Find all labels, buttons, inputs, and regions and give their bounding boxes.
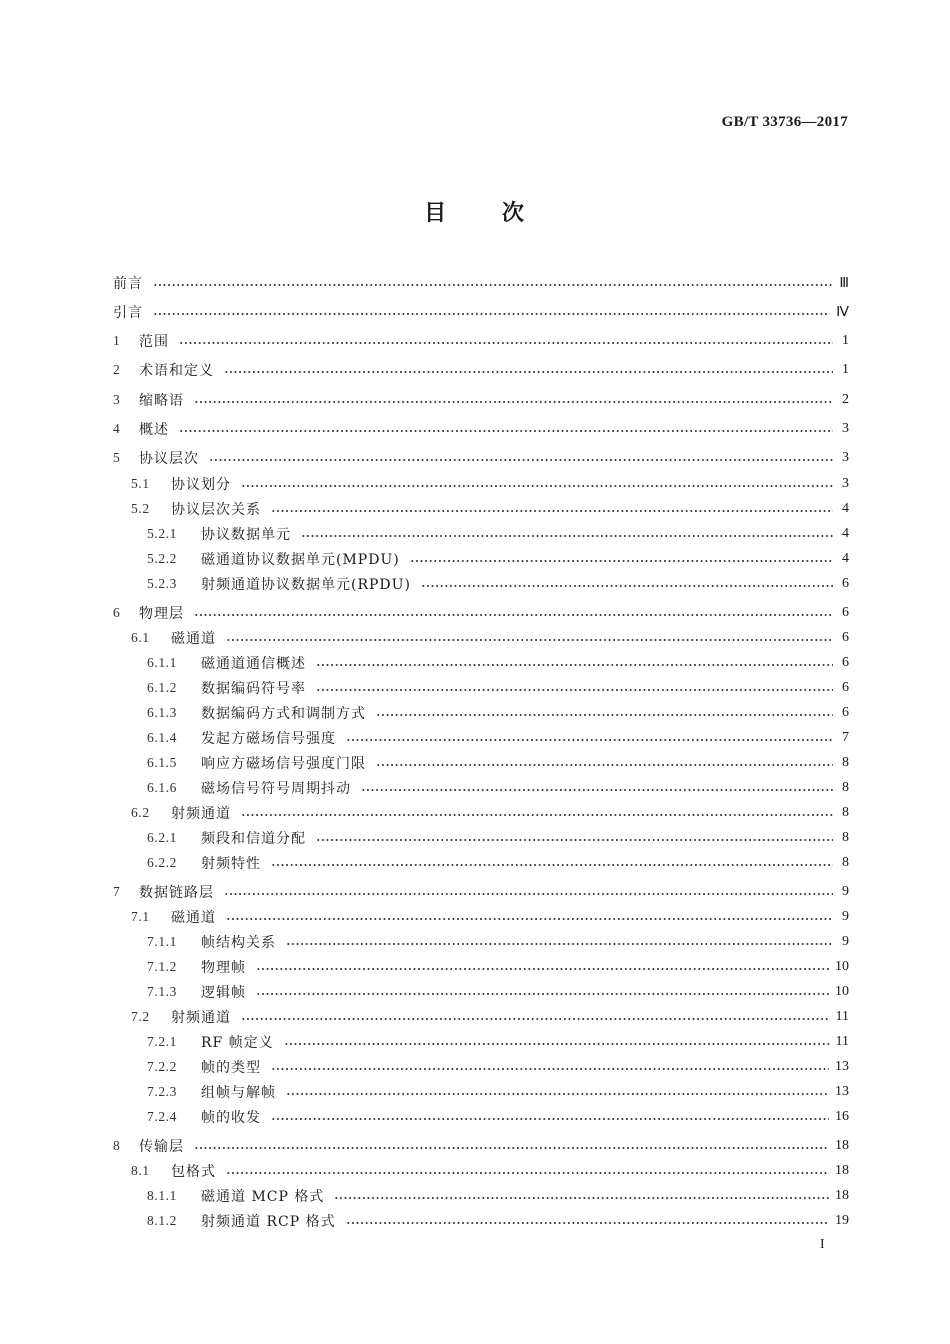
toc-entry-label: 协议数据单元 <box>201 527 291 543</box>
toc-entry-label: 缩略语 <box>139 393 184 409</box>
toc-entry-number: 8 <box>113 1138 121 1153</box>
toc-entry-number: 1 <box>113 333 121 348</box>
dot-leader <box>286 932 833 952</box>
toc-entry-label: 射频通道 <box>171 1010 231 1026</box>
toc-entry-number: 7.2.3 <box>147 1084 177 1099</box>
toc-entry-number: 6.1.6 <box>147 780 177 795</box>
toc-entry[interactable] <box>113 360 849 380</box>
toc-entry-label: 传输层 <box>139 1139 184 1155</box>
toc-entry[interactable] <box>147 703 849 723</box>
toc-entry[interactable] <box>147 678 849 698</box>
toc-entry-page: 10 <box>835 959 849 974</box>
toc-entry[interactable] <box>131 474 849 494</box>
dot-leader <box>284 1032 830 1052</box>
toc-entry-number: 7.1.3 <box>147 984 177 999</box>
dot-leader <box>194 1136 829 1156</box>
toc-entry[interactable] <box>147 1186 849 1206</box>
toc-entry-page: 8 <box>842 855 849 870</box>
toc-entry[interactable] <box>131 499 849 519</box>
toc-entry-page: Ⅳ <box>836 304 849 320</box>
toc-entry-number: 7.1 <box>131 909 150 924</box>
toc-entry-number: 6.1.4 <box>147 730 177 745</box>
toc-entry-label: 范围 <box>139 334 169 350</box>
toc-entry-number: 4 <box>113 421 121 436</box>
standard-code: GB/T 33736—2017 <box>721 114 848 130</box>
toc-entry-page: 10 <box>835 984 849 999</box>
dot-leader <box>316 653 833 673</box>
dot-leader <box>226 1161 829 1181</box>
toc-entry-number: 6.2.1 <box>147 830 177 845</box>
toc-entry-number: 7.2 <box>131 1009 150 1024</box>
toc-entry-page: 4 <box>842 501 849 516</box>
dot-leader <box>194 603 833 623</box>
toc-entry-page: 13 <box>835 1059 849 1074</box>
toc-entry-page: 13 <box>835 1084 849 1099</box>
toc-entry-page: 6 <box>842 576 849 591</box>
dot-leader <box>241 474 833 494</box>
toc-entry[interactable] <box>147 853 849 873</box>
toc-entry[interactable] <box>147 524 849 544</box>
toc-entry-label: 射频特性 <box>201 856 261 872</box>
toc-entry[interactable] <box>113 302 849 322</box>
toc-entry-page: 19 <box>835 1213 849 1228</box>
dot-leader <box>334 1186 829 1206</box>
toc-entry[interactable] <box>147 1211 849 1231</box>
toc-entry-number: 6.1.2 <box>147 680 177 695</box>
toc-entry[interactable] <box>147 957 849 977</box>
toc-entry-page: 16 <box>835 1109 849 1124</box>
toc-entry-page: 4 <box>842 526 849 541</box>
dot-leader <box>153 302 830 322</box>
dot-leader <box>361 778 833 798</box>
toc-entry-label: 磁通道通信概述 <box>201 656 306 672</box>
toc-entry-label: 磁通道协议数据单元(MPDU) <box>201 552 400 568</box>
dot-leader <box>346 728 833 748</box>
dot-leader <box>241 803 833 823</box>
toc-entry-number: 5.1 <box>131 476 150 491</box>
toc-entry[interactable] <box>147 1057 849 1077</box>
dot-leader <box>179 331 833 351</box>
dot-leader <box>271 1057 829 1077</box>
toc-entry-number: 5.2 <box>131 501 150 516</box>
toc-entry[interactable] <box>147 753 849 773</box>
toc-entry-page: 6 <box>842 655 849 670</box>
page-number: I <box>820 1237 825 1252</box>
toc-entry-label: 引言 <box>113 305 143 321</box>
toc-entry-label: 数据编码方式和调制方式 <box>201 706 366 722</box>
toc-entry-label: 磁通道 MCP 格式 <box>201 1189 325 1205</box>
toc-entry-page: 8 <box>842 805 849 820</box>
dot-leader <box>271 853 833 873</box>
toc-entry-label: 协议层次关系 <box>171 502 261 518</box>
toc-entry-page: 18 <box>835 1138 849 1153</box>
toc-entry-label: 协议划分 <box>171 477 231 493</box>
toc-entry[interactable] <box>131 1007 849 1027</box>
dot-leader <box>226 907 833 927</box>
toc-entry[interactable] <box>147 653 849 673</box>
toc-entry-page: 9 <box>842 884 849 899</box>
toc-entry[interactable] <box>113 603 849 623</box>
toc-entry-page: 11 <box>835 1034 849 1049</box>
toc-entry-label: 射频通道协议数据单元(RPDU) <box>201 577 411 593</box>
toc-entry-label: 概述 <box>139 422 169 438</box>
dot-leader <box>256 982 829 1002</box>
toc-entry[interactable] <box>147 1082 849 1102</box>
toc-entry[interactable] <box>147 1107 849 1127</box>
toc-entry[interactable] <box>113 273 849 293</box>
dot-leader <box>194 390 833 410</box>
toc-entry[interactable] <box>131 907 849 927</box>
toc-entry[interactable] <box>131 803 849 823</box>
toc-entry-page: 1 <box>842 333 849 348</box>
toc-title: 目 次 <box>424 201 526 226</box>
toc-entry-number: 8.1 <box>131 1163 150 1178</box>
toc-entry-label: 包格式 <box>171 1164 216 1180</box>
toc-entry-label: 磁通道 <box>171 631 216 647</box>
toc-entry[interactable] <box>147 574 849 594</box>
dot-leader <box>376 753 833 773</box>
toc-entry-page: 9 <box>842 934 849 949</box>
toc-entry-page: Ⅲ <box>839 275 849 291</box>
toc-entry-label: 物理层 <box>139 606 184 622</box>
toc-entry-label: 协议层次 <box>139 451 199 467</box>
toc-entry-page: 2 <box>842 392 849 407</box>
toc-entry-number: 6.2 <box>131 805 150 820</box>
toc-entry-number: 6 <box>113 605 121 620</box>
toc-entry[interactable] <box>147 728 849 748</box>
toc-entry-page: 3 <box>842 450 849 465</box>
toc-entry[interactable] <box>113 448 849 468</box>
dot-leader <box>410 549 833 569</box>
toc-entry-number: 6.1.3 <box>147 705 177 720</box>
toc-entry-page: 6 <box>842 630 849 645</box>
dot-leader <box>421 574 833 594</box>
toc-entry-page: 6 <box>842 605 849 620</box>
toc-entry-page: 1 <box>842 362 849 377</box>
toc-entry-number: 8.1.2 <box>147 1213 177 1228</box>
dot-leader <box>376 703 833 723</box>
toc-entry-label: 射频通道 RCP 格式 <box>201 1214 336 1230</box>
dot-leader <box>301 524 833 544</box>
toc-entry-page: 3 <box>842 476 849 491</box>
toc-entry-page: 18 <box>835 1188 849 1203</box>
toc-entry-label: 逻辑帧 <box>201 985 246 1001</box>
dot-leader <box>224 882 833 902</box>
dot-leader <box>226 628 833 648</box>
dot-leader <box>346 1211 829 1231</box>
toc-entry[interactable] <box>113 390 849 410</box>
toc-entry-page: 11 <box>835 1009 849 1024</box>
toc-entry[interactable] <box>131 1161 849 1181</box>
toc-entry-label: RF 帧定义 <box>201 1035 274 1051</box>
toc-entry-page: 8 <box>842 780 849 795</box>
toc-entry-label: 组帧与解帧 <box>201 1085 276 1101</box>
toc-entry-label: 物理帧 <box>201 960 246 976</box>
toc-entry-number: 6.1 <box>131 630 150 645</box>
toc-entry-label: 响应方磁场信号强度门限 <box>201 756 366 772</box>
toc-entry[interactable] <box>147 828 849 848</box>
toc-entry[interactable] <box>113 1136 849 1156</box>
toc-entry-page: 8 <box>842 830 849 845</box>
toc-entry[interactable] <box>147 932 849 952</box>
dot-leader <box>286 1082 829 1102</box>
dot-leader <box>209 448 833 468</box>
toc-entry-number: 8.1.1 <box>147 1188 177 1203</box>
toc-entry-label: 频段和信道分配 <box>201 831 306 847</box>
dot-leader <box>153 273 833 293</box>
toc-entry-label: 前言 <box>113 276 143 292</box>
toc-entry[interactable] <box>147 549 849 569</box>
toc-entry-label: 术语和定义 <box>139 363 214 379</box>
toc-entry-label: 数据编码符号率 <box>201 681 306 697</box>
toc-entry-number: 7.1.1 <box>147 934 177 949</box>
toc-entry-page: 8 <box>842 755 849 770</box>
toc-entry[interactable] <box>147 778 849 798</box>
toc-entry-number: 5 <box>113 450 121 465</box>
toc-entry-number: 6.1.5 <box>147 755 177 770</box>
toc-entry-number: 7.2.1 <box>147 1034 177 1049</box>
toc-entry-number: 3 <box>113 392 121 407</box>
toc-entry-number: 5.2.2 <box>147 551 177 566</box>
toc-entry-number: 7.2.4 <box>147 1109 177 1124</box>
dot-leader <box>179 419 833 439</box>
toc-entry-label: 数据链路层 <box>139 885 214 901</box>
toc-entry[interactable] <box>131 628 849 648</box>
toc-entry-number: 2 <box>113 362 121 377</box>
toc-entry-page: 6 <box>842 705 849 720</box>
toc-entry-label: 射频通道 <box>171 806 231 822</box>
toc-entry-number: 6.1.1 <box>147 655 177 670</box>
toc-entry-number: 6.2.2 <box>147 855 177 870</box>
toc-entry-page: 7 <box>842 730 849 745</box>
toc-entry[interactable] <box>147 1032 849 1052</box>
toc-entry-page: 18 <box>835 1163 849 1178</box>
toc-entry-label: 磁场信号符号周期抖动 <box>201 781 351 797</box>
toc-entry-page: 4 <box>842 551 849 566</box>
toc-entry-number: 5.2.3 <box>147 576 177 591</box>
toc-entry-label: 磁通道 <box>171 910 216 926</box>
toc-entry-label: 帧的类型 <box>201 1060 261 1076</box>
toc-entry-label: 帧的收发 <box>201 1110 261 1126</box>
dot-leader <box>224 360 833 380</box>
dot-leader <box>271 499 833 519</box>
toc-entry-label: 帧结构关系 <box>201 935 276 951</box>
dot-leader <box>271 1107 829 1127</box>
toc-entry[interactable] <box>113 331 849 351</box>
dot-leader <box>316 678 833 698</box>
toc-entry-number: 7.1.2 <box>147 959 177 974</box>
toc-entry-page: 9 <box>842 909 849 924</box>
dot-leader <box>316 828 833 848</box>
toc-entry[interactable] <box>113 882 849 902</box>
toc-entry-page: 6 <box>842 680 849 695</box>
dot-leader <box>241 1007 830 1027</box>
toc-entry[interactable] <box>113 419 849 439</box>
toc-entry-number: 7 <box>113 884 121 899</box>
toc-entry-label: 发起方磁场信号强度 <box>201 731 336 747</box>
toc-entry[interactable] <box>147 982 849 1002</box>
toc-entry-number: 7.2.2 <box>147 1059 177 1074</box>
toc-entry-number: 5.2.1 <box>147 526 177 541</box>
dot-leader <box>256 957 829 977</box>
toc-entry-page: 3 <box>842 421 849 436</box>
